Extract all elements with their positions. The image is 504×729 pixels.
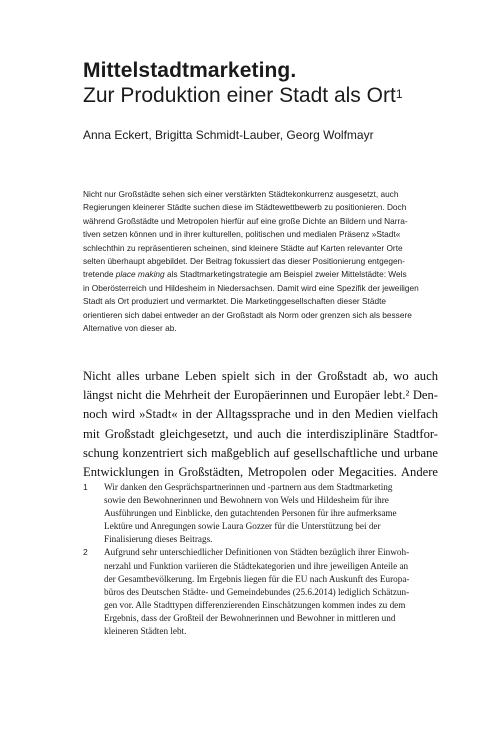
footnotes <box>83 481 443 638</box>
footnote-line: Wir danken den Gesprächspartnerinnen und -partnern aus dem Stadtmarketing <box>104 482 393 492</box>
authors: Anna Eckert, Brigitta Schmidt-Lauber, Georg Wolfmayr <box>83 128 374 142</box>
footnote-line: Ausführungen und Einblicke, den gutachtenden Personen für ihre aufmerksame <box>104 508 397 519</box>
abstract-line: Nicht nur Großstädte sehen sich einer verstärkten Städtekonkurrenz ausgesetzt, auch <box>83 189 399 199</box>
footnote-line: kleineren Städten lebt. <box>104 626 187 637</box>
footnote <box>83 546 443 638</box>
body-line: noch wird »Stadt« in der Alltagssprache und in den Medien vielfach <box>83 407 438 422</box>
footnote-line: büros des Deutschen Städte- und Gemeindebundes (25.6.2014) lediglich Schätzun- <box>104 586 410 597</box>
abstract-line: in Oberösterreich und Hildesheim in Niedersachsen. Damit wird eine Spezifik der jeweiligen <box>83 282 419 293</box>
title-footnote-marker[interactable]: 1 <box>395 87 403 101</box>
abstract-line: schlechthin zu repräsentieren scheinen, sind kleinere Städte auf Karten relevanter Orte <box>83 242 403 253</box>
footnote-line: Aufgrund sehr unterschiedlicher Definitionen von Städten bezüglich ihrer Einwoh- <box>104 547 410 558</box>
footnote-line: gen vor. Alle Stadttypen differenzierenden Einschätzungen kommen indes zu dem <box>104 599 406 610</box>
abstract-line: Alternative von dieser ab. <box>83 323 177 334</box>
footnote-line: Lektüre und Anregungen sowie Laura Gozzer für die Unterstützung bei der <box>104 521 381 532</box>
body-line: längst nicht die Mehrheit der Europäerinnen und Europäer lebt.² Den- <box>83 388 438 403</box>
title-line-2-text: Zur Produktion einer Stadt als Ort <box>83 84 396 107</box>
abstract-line: selten überhaupt abgebildet. Der Beitrag fokussiert das dieser Positionierung entgegen- <box>83 256 405 267</box>
body-line: mit Großstadt gleichgesetzt, und auch die interdisziplinäre Stadtfor- <box>83 426 438 441</box>
abstract-line: orientieren sich dabei entweder an der Großstadt als Norm oder grenzen sich als bessere <box>83 309 412 320</box>
abstract-emphasis-place-making: place making <box>115 269 165 280</box>
abstract-line <box>83 268 433 281</box>
body-line: schung konzentriert sich maßgeblich auf gesellschaftliche und urbane <box>83 445 438 460</box>
body-line: Entwicklungen in Großstädten, Metropolen oder Megacities. Andere <box>83 465 438 480</box>
abstract-line: Stadt als Ort produziert und vermarktet. Die Marketinggesellschaften dieser Städte <box>83 296 386 307</box>
title-line-1: Mittelstadtmarketing. <box>83 59 297 82</box>
footnote-line: der Gesamtbevölkerung. Im Ergebnis liegen für die EU nach Auskunft des Europa- <box>104 573 410 584</box>
chapter-title <box>83 58 483 108</box>
footnote-line: nerzahl und Funktion variieren die Städtekategorien und ihre jeweiligen Anteile an <box>104 560 409 571</box>
body-paragraph <box>83 367 438 482</box>
footnote-number: 2 <box>83 547 88 558</box>
abstract-line: während Großstädte und Metropolen hierfür auf eine große Dichte an Bildern und Narra- <box>83 215 408 226</box>
footnote-number: 1 <box>83 482 88 492</box>
abstract-text: als Stadtmarketingstrategie am Beispiel zweier Mittelstädte: Wels <box>164 269 407 280</box>
footnote-line: Ergebnis, dass der Großteil der Bewohnerinnen und Bewohner in mittleren und <box>104 612 396 623</box>
abstract-line: Regierungen kleinerer Städte suchen diese im Städtewettbewerb zu positionieren. Doch <box>83 202 407 213</box>
footnote-line: Finalisierung dieses Beitrags. <box>104 534 213 545</box>
footnote <box>83 481 443 546</box>
body-line: Nicht alles urbane Leben spielt sich in der Großstadt ab, wo auch <box>83 369 438 383</box>
abstract <box>83 188 433 335</box>
title-line-2 <box>83 83 483 108</box>
abstract-text: tretende <box>83 269 116 280</box>
footnote-line: sowie den Bewohnerinnen und Bewohnern von Wels und Hildesheim für ihre <box>104 495 389 506</box>
abstract-line: tiven setzen können und in ihrer kulturellen, politischen und medialen Präsenz »Stadt« <box>83 229 401 240</box>
